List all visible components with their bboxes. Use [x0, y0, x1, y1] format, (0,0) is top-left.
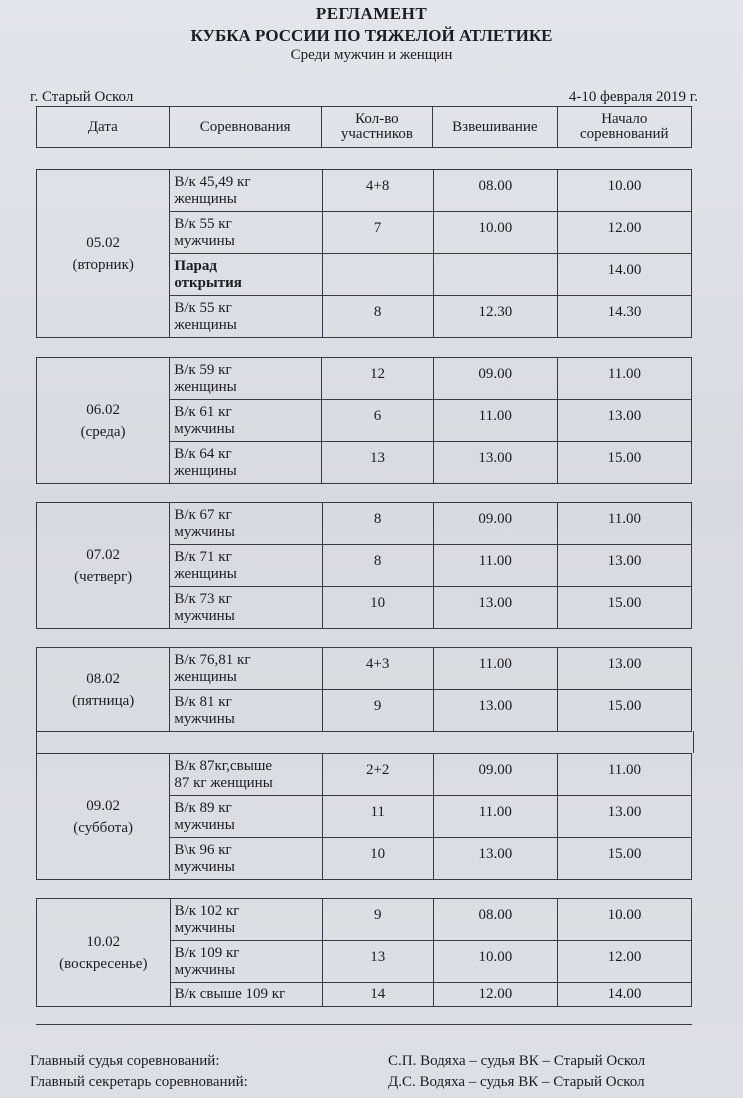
participants-count — [322, 442, 433, 484]
table-row — [37, 358, 692, 400]
event-name — [170, 254, 322, 296]
table-row — [37, 648, 692, 690]
event-line1: В/к 73 кг — [174, 590, 232, 607]
col-date: Дата — [37, 107, 170, 148]
day-date: 10.02 — [86, 933, 121, 950]
start-value: 13.00 — [607, 656, 642, 672]
weighin-value: 09.00 — [478, 762, 513, 778]
judge-name: С.П. Водяха – судья ВК – Старый Оскол — [388, 1053, 646, 1069]
weighin-time — [433, 545, 557, 587]
event-name — [170, 941, 322, 983]
event-line1: В/к 89 кг — [174, 799, 232, 816]
event-name — [170, 690, 322, 732]
weighin-time — [433, 212, 557, 254]
start-value: 10.00 — [607, 907, 642, 923]
participants-count — [322, 170, 433, 212]
day-date-cell — [37, 899, 171, 1007]
event-line2: женщины — [174, 316, 237, 333]
day-date: 07.02 — [86, 546, 121, 563]
day-weekday: (среда) — [80, 423, 126, 440]
start-time — [557, 358, 691, 400]
weighin-value: 11.00 — [478, 804, 512, 820]
event-line1: Парад — [174, 257, 217, 274]
day-weekday: (четверг) — [74, 568, 133, 585]
day-date: 09.02 — [86, 797, 121, 814]
day-date-cell — [37, 358, 170, 484]
event-line2: открытия — [174, 274, 242, 291]
start-time — [557, 690, 691, 732]
participants-count — [322, 838, 433, 880]
participants-count — [322, 648, 433, 690]
weighin-value: 10.00 — [478, 220, 513, 236]
start-time — [557, 648, 691, 690]
weighin-time — [433, 254, 557, 296]
event-line1: В/к 76,81 кг — [174, 651, 251, 668]
participants-count — [322, 296, 433, 338]
table-row — [37, 899, 692, 941]
event-line2: мужчины — [174, 523, 235, 540]
document-note: Среди мужчин и женщин — [290, 47, 453, 63]
day-weekday: (суббота) — [73, 819, 134, 836]
count-value: 2+2 — [365, 762, 390, 778]
event-line1: В\к 96 кг — [174, 841, 232, 858]
start-value: 15.00 — [607, 698, 642, 714]
weighin-time — [433, 400, 557, 442]
day-weekday: (вторник) — [72, 256, 134, 273]
event-line1: В/к 87кг,свыше — [174, 757, 273, 774]
schedule-header — [36, 106, 692, 148]
event-name — [170, 442, 322, 484]
participants-count — [322, 587, 433, 629]
participants-count — [322, 796, 433, 838]
document-subtitle: КУБКА РОССИИ ПО ТЯЖЕЛОЙ АТЛЕТИКЕ — [190, 26, 553, 45]
event-line2: женщины — [174, 668, 237, 685]
event-name — [170, 170, 322, 212]
event-name — [170, 400, 322, 442]
event-line2: женщины — [174, 190, 237, 207]
day-date-cell — [37, 648, 170, 732]
participants-count — [322, 983, 433, 1007]
count-value: 13 — [370, 450, 386, 466]
count-value: 9 — [373, 698, 382, 714]
weighin-value: 08.00 — [478, 907, 513, 923]
weighin-value: 11.00 — [478, 408, 512, 424]
day-group — [36, 169, 692, 338]
day-date-cell — [37, 503, 170, 629]
weighin-time — [433, 754, 557, 796]
weighin-time — [433, 442, 557, 484]
start-time — [557, 796, 691, 838]
event-line2: мужчины — [174, 816, 235, 833]
count-value: 10 — [370, 846, 386, 862]
weighin-time — [433, 983, 557, 1007]
weighin-value: 12.30 — [478, 304, 513, 320]
event-name — [170, 648, 322, 690]
start-value: 11.00 — [607, 762, 642, 778]
event-name — [170, 545, 322, 587]
event-name — [170, 754, 322, 796]
city-label: г. Старый Оскол — [30, 89, 134, 105]
table-row — [37, 170, 692, 212]
participants-count — [322, 254, 433, 296]
weighin-value: 13.00 — [478, 450, 513, 466]
participants-count — [322, 212, 433, 254]
event-line2: 87 кг женщины — [174, 774, 273, 791]
day-group — [36, 753, 692, 880]
weighin-time — [433, 838, 557, 880]
day-date-cell — [37, 170, 170, 338]
col-start — [557, 107, 691, 148]
weighin-time — [433, 587, 557, 629]
start-value: 13.00 — [607, 553, 642, 569]
day-group — [36, 502, 692, 629]
event-name — [170, 899, 322, 941]
weighin-value: 11.00 — [478, 553, 512, 569]
secretary-name: Д.С. Водяха – судья ВК – Старый Оскол — [388, 1074, 645, 1090]
event-name — [170, 796, 322, 838]
event-name — [170, 503, 322, 545]
event-name — [170, 358, 322, 400]
start-time — [557, 503, 691, 545]
event-name — [170, 587, 322, 629]
event-line2: женщины — [174, 565, 237, 582]
count-value: 4+3 — [365, 656, 390, 672]
event-line2: мужчины — [174, 710, 235, 727]
start-value: 15.00 — [607, 450, 642, 466]
col-participants-line1: Кол-во — [355, 111, 399, 127]
footer-divider — [36, 1024, 692, 1025]
count-value: 6 — [373, 408, 382, 424]
participants-count — [322, 400, 433, 442]
count-value: 13 — [370, 949, 386, 965]
participants-count — [322, 899, 433, 941]
event-line2: мужчины — [174, 858, 235, 875]
event-name — [170, 838, 322, 880]
count-value: 12 — [370, 366, 386, 382]
count-value: 9 — [374, 907, 382, 923]
count-value: 8 — [373, 304, 382, 320]
start-time — [557, 754, 691, 796]
col-weighin: Взвешивание — [433, 107, 557, 148]
weighin-time — [433, 170, 557, 212]
event-name — [170, 296, 322, 338]
event-line1: В/к 59 кг — [174, 361, 232, 378]
start-time — [557, 254, 691, 296]
event-line2: мужчины — [174, 232, 235, 249]
count-value: 8 — [373, 553, 382, 569]
weighin-value: 08.00 — [478, 178, 513, 194]
start-value: 14.30 — [607, 304, 642, 320]
count-value: 8 — [373, 511, 382, 527]
start-time — [557, 442, 691, 484]
weighin-value: 10.00 — [478, 949, 513, 965]
weighin-time — [433, 796, 557, 838]
event-name — [170, 983, 322, 1007]
table-row — [37, 503, 692, 545]
start-time — [557, 838, 691, 880]
start-value: 15.00 — [607, 595, 642, 611]
count-value: 7 — [373, 220, 382, 236]
secretary-role: Главный секретарь соревнований: — [30, 1074, 248, 1090]
start-time — [557, 983, 691, 1007]
start-value: 12.00 — [607, 220, 642, 236]
day-date-cell — [37, 754, 170, 880]
participants-count — [322, 545, 433, 587]
event-line2: мужчины — [174, 420, 235, 437]
weighin-value: 12.00 — [478, 986, 513, 1002]
start-value: 10.00 — [607, 178, 642, 194]
count-value: 11 — [370, 804, 385, 820]
weighin-time — [433, 296, 557, 338]
start-value: 11.00 — [607, 366, 642, 382]
event-line1: В/к 81 кг — [174, 693, 232, 710]
participants-count — [322, 690, 433, 732]
event-line1: В/к 55 кг — [174, 215, 232, 232]
weighin-time — [433, 899, 557, 941]
col-competition: Соревнования — [169, 107, 321, 148]
weighin-value: 13.00 — [478, 595, 513, 611]
start-time — [557, 941, 691, 983]
start-value: 14.00 — [607, 986, 642, 1002]
start-time — [557, 545, 691, 587]
event-line1: В/к 102 кг — [174, 902, 240, 919]
event-line1: В/к 55 кг — [174, 299, 232, 316]
event-line1: В/к 61 кг — [174, 403, 232, 420]
weighin-time — [433, 648, 557, 690]
start-value: 15.00 — [607, 846, 642, 862]
event-line1: В/к 45,49 кг — [174, 173, 251, 190]
start-time — [557, 296, 691, 338]
day-group — [36, 357, 692, 484]
day-weekday: (воскресенье) — [59, 955, 148, 972]
col-start-line2: соревнований — [580, 126, 669, 142]
start-time — [557, 587, 691, 629]
table-row — [37, 754, 692, 796]
day-date: 08.02 — [86, 670, 121, 687]
event-line1: В/к 71 кг — [174, 548, 232, 565]
start-value: 14.00 — [607, 262, 642, 278]
weighin-value: 13.00 — [478, 698, 513, 714]
event-line2: мужчины — [174, 919, 236, 936]
event-line1: В/к свыше 109 кг — [174, 986, 286, 1002]
col-participants — [321, 107, 432, 148]
event-line1: В/к 67 кг — [174, 506, 232, 523]
day-weekday: (пятница) — [72, 692, 135, 709]
event-line2: женщины — [174, 378, 237, 395]
event-line2: женщины — [174, 462, 237, 479]
document-title: РЕГЛАМЕНТ — [315, 4, 428, 23]
day-group — [36, 898, 692, 1007]
weighin-value: 11.00 — [478, 656, 512, 672]
event-line1: В/к 64 кг — [174, 445, 232, 462]
day-group — [36, 647, 692, 732]
event-line1: В/к 109 кг — [174, 944, 240, 961]
col-start-line1: Начало — [601, 111, 648, 127]
weighin-time — [433, 503, 557, 545]
day-date: 06.02 — [86, 401, 120, 418]
event-name — [170, 212, 322, 254]
weighin-value: 09.00 — [478, 511, 513, 527]
weighin-time — [433, 358, 557, 400]
weighin-time — [433, 690, 557, 732]
participants-count — [322, 941, 433, 983]
event-dates: 4-10 февраля 2019 г. — [568, 89, 698, 105]
participants-count — [322, 503, 433, 545]
day-date: 05.02 — [86, 234, 121, 251]
start-value: 13.00 — [607, 804, 642, 820]
start-time — [557, 400, 691, 442]
start-time — [557, 899, 691, 941]
count-value: 14 — [370, 986, 386, 1002]
start-value: 12.00 — [607, 949, 642, 965]
participants-count — [322, 358, 433, 400]
start-value: 11.00 — [607, 511, 642, 527]
judge-role: Главный судья соревнований: — [30, 1053, 220, 1069]
count-value: 4+8 — [365, 178, 390, 194]
start-time — [557, 170, 691, 212]
start-time — [557, 212, 691, 254]
weighin-value: 09.00 — [478, 366, 513, 382]
event-line2: мужчины — [174, 607, 235, 624]
count-value: 10 — [370, 595, 386, 611]
col-participants-line2: участников — [340, 126, 413, 142]
participants-count — [322, 754, 433, 796]
event-line2: мужчины — [174, 961, 236, 978]
weighin-value: 13.00 — [478, 846, 513, 862]
weighin-time — [433, 941, 557, 983]
start-value: 13.00 — [607, 408, 642, 424]
table-separator — [36, 731, 694, 753]
